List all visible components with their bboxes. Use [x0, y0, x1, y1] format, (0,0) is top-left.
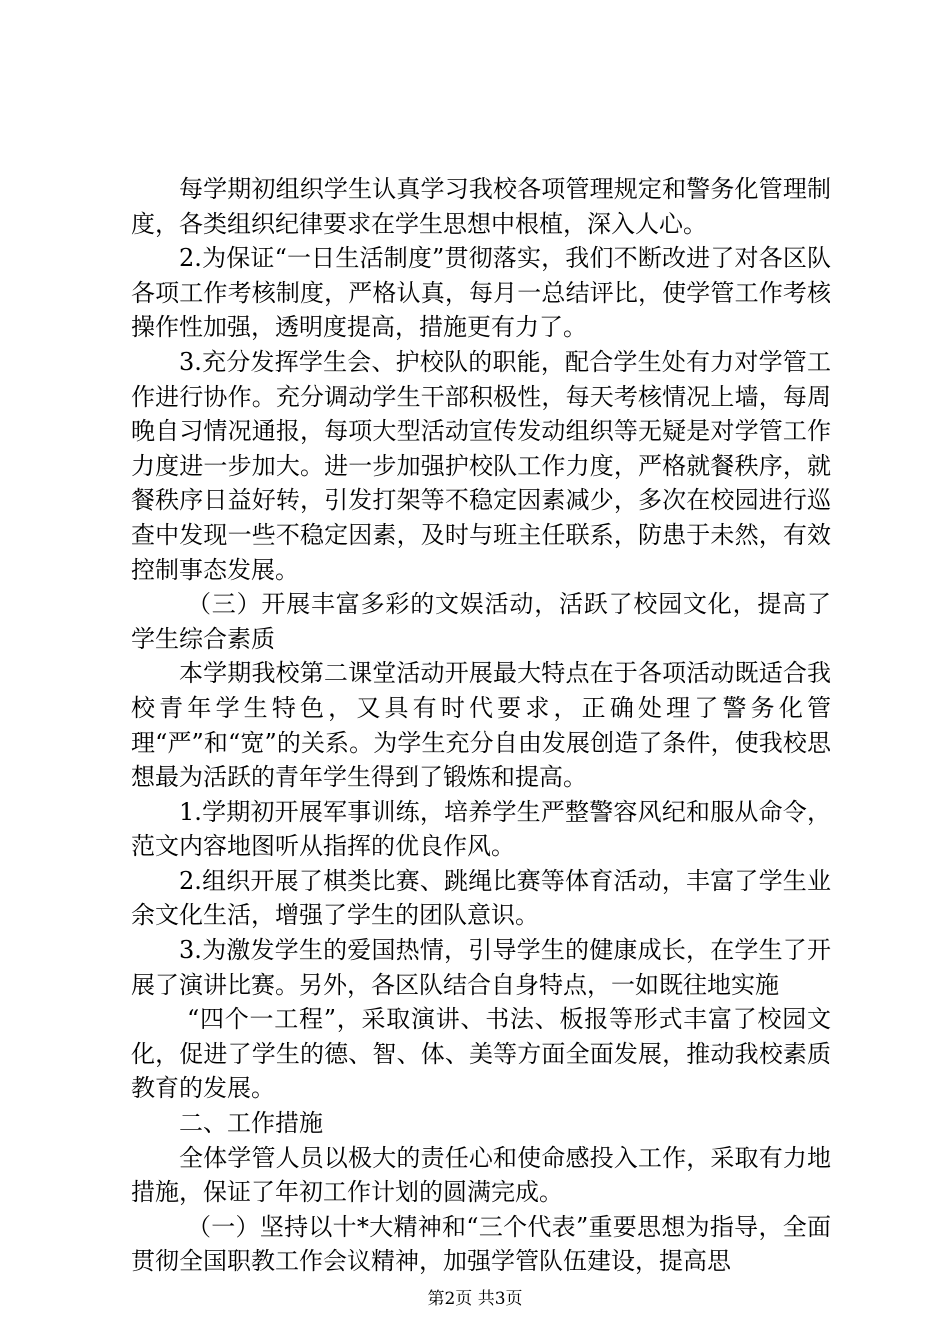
paragraph-8: 3.为激发学生的爱国热情，引导学生的健康成长，在学生了开展了演讲比赛。另外，各区队结合自身特点，一如既往地实施: [131, 936, 831, 999]
paragraph-2: 2.为保证“一日生活制度”贯彻落实，我们不断改进了对各区队各项工作考核制度，严格认真，每月一总结评比，使学管工作考核操作性加强，透明度提高，措施更有力了。: [131, 244, 831, 342]
paragraph-7: 2.组织开展了棋类比赛、跳绳比赛等体育活动，丰富了学生业余文化生活，增强了学生的团队意识。: [131, 866, 831, 930]
paragraph-9: “四个一工程”，采取演讲、书法、板报等形式丰富了校园文化，促进了学生的德、智、体、美等方面全面发展，推动我校素质教育的发展。: [131, 1005, 831, 1103]
page-footer: 第2页 共3页: [427, 1289, 523, 1309]
paragraph-1: 每学期初组织学生认真学习我校各项管理规定和警务化管理制度，各类组织纪律要求在学生思想中根植，深入人心。: [131, 175, 831, 238]
paragraph-6: 1.学期初开展军事训练，培养学生严整警容风纪和服从命令，范文内容地图听从指挥的优良作风。: [131, 797, 831, 861]
section-heading-3: （三）开展丰富多彩的文娱活动，活跃了校园文化，提高了学生综合素质: [131, 590, 831, 653]
section-heading-2: 二、工作措施: [179, 1109, 323, 1138]
paragraph-5: 本学期我校第二课堂活动开展最大特点在于各项活动既适合我校青年学生特色，又具有时代要求，正确处理了警务化管理“严”和“宽”的关系。为学生充分自由发展创造了条件，使我校思想最为活跃的青年学生得到了锻炼和提高。: [131, 659, 831, 792]
document-body: [131, 172, 831, 1279]
paragraph-12: （一）坚持以十*大精神和“三个代表”重要思想为指导，全面贯彻全国职教工作会议精神，加强学管队伍建设，提高思: [131, 1212, 831, 1276]
paragraph-3: 3.充分发挥学生会、护校队的职能，配合学生处有力对学管工作进行协作。充分调动学生干部积极性，每天考核情况上墙，每周晚自习情况通报，每项大型活动宣传发动组织等无疑是对学管工作力度进一步加大。进一步加强护校队工作力度，严格就餐秩序，就餐秩序日益好转，引发打架等不稳定因素减少，多次在校园进行巡查中发现一些不稳定因素，及时与班主任联系，防患于未然，有效控制事态发展。: [131, 347, 831, 584]
paragraph-11: 全体学管人员以极大的责任心和使命感投入工作，采取有力地措施，保证了年初工作计划的圆满完成。: [131, 1143, 831, 1207]
